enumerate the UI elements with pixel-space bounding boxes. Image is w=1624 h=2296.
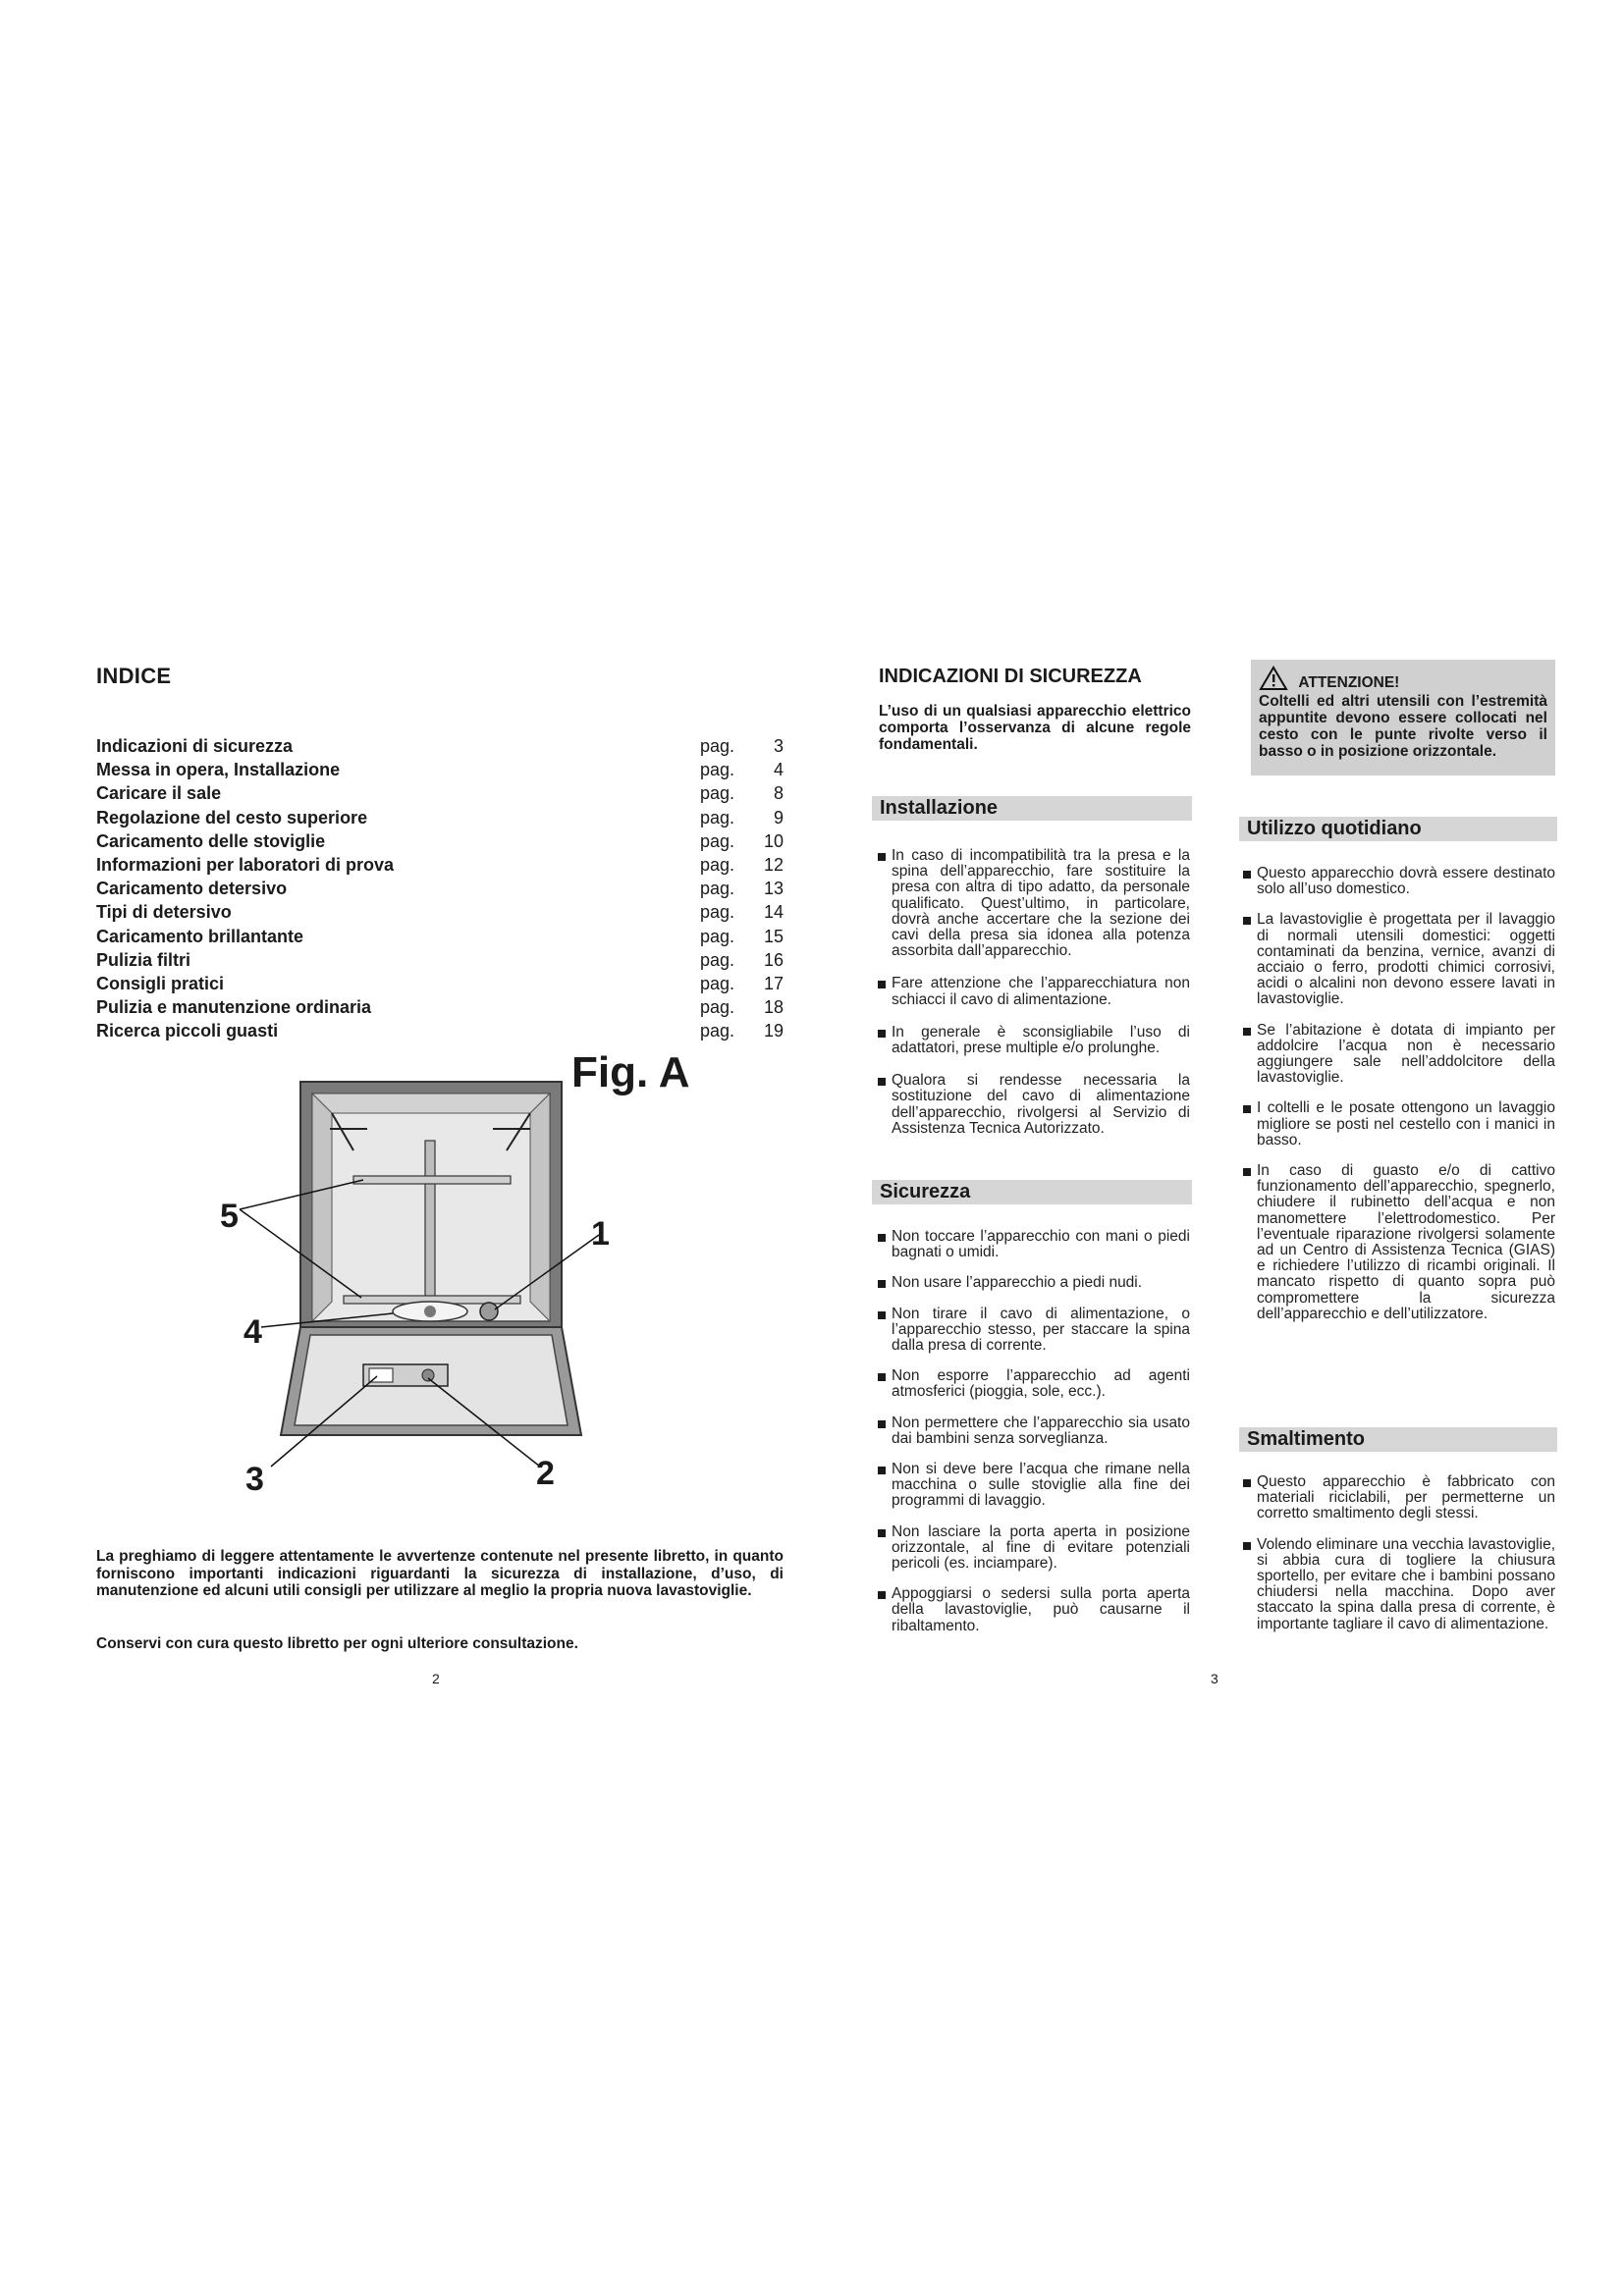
toc-row xyxy=(96,734,784,758)
toc-row xyxy=(96,781,784,805)
safety-intro: L’uso di un qualsiasi apparecchio elettrico comporta l’osservanza di alcune regole fondamentali. xyxy=(879,703,1191,753)
dishwasher-illustration xyxy=(196,1070,707,1522)
toc-row xyxy=(96,948,784,972)
callout-4: 4 xyxy=(244,1313,262,1351)
callout-1: 1 xyxy=(591,1215,610,1253)
dishwasher-figure xyxy=(196,1070,707,1526)
list-item: Non esporre l’apparecchio ad agenti atmosferici (pioggia, sole, ecc.). xyxy=(878,1368,1190,1400)
toc-entry-title: Pulizia e manutenzione ordinaria xyxy=(96,997,372,1018)
installazione-heading: Installazione xyxy=(872,796,1192,821)
utilizzo-heading: Utilizzo quotidiano xyxy=(1239,817,1557,841)
utilizzo-list xyxy=(1243,866,1555,1322)
list-item: Non toccare l’apparecchio con mani o piedi bagnati o umidi. xyxy=(878,1229,1190,1260)
list-item: Non si deve bere l’acqua che rimane nella macchina o sulle stoviglie alla fine dei programmi di lavaggio. xyxy=(878,1462,1190,1510)
list-item: Volendo eliminare una vecchia lavastoviglie, si abbia cura di togliere la chiusura sportello, per evitare che i bambini possano chiudersi nella macchina. Dopo aver staccato la spina dalla presa di corrente, è importante tagliare il cavo di alimentazione. xyxy=(1243,1537,1555,1632)
sicurezza-heading: Sicurezza xyxy=(872,1180,1192,1204)
list-item: La lavastoviglie è progettata per il lavaggio di normali utensili domestici: oggetti contaminati da benzina, vernice, avanzi di acciaio o ferro, prodotti chimici corrosivi, acidi o alcalini non devono essere lavati in lavastoviglie. xyxy=(1243,912,1555,1007)
toc-entry-pag: pag. xyxy=(700,736,735,756)
toc-entry-page: 14 xyxy=(763,902,784,923)
toc-entry-page: 17 xyxy=(763,973,784,993)
toc-entry-pag: pag. xyxy=(700,879,735,899)
toc-entry-page: 9 xyxy=(773,807,784,828)
toc-entry-page: 12 xyxy=(763,854,784,875)
toc-entry-page: 3 xyxy=(773,736,784,756)
list-item: Non lasciare la porta aperta in posizione orizzontale, al fine di evitare potenziali pericoli (es. inciampare). xyxy=(878,1524,1190,1573)
toc-row xyxy=(96,1019,784,1042)
callout-5: 5 xyxy=(220,1198,239,1235)
smaltimento-list xyxy=(1243,1474,1555,1632)
sicurezza-list xyxy=(878,1229,1190,1634)
safety-title: INDICAZIONI DI SICUREZZA xyxy=(879,666,1142,687)
list-item: In caso di incompatibilità tra la presa e la spina dell’apparecchio, fare sostituire la presa con altra di tipo adatto, da personale qualificato. Quest’ultimo, in particolare, dovrà anche accertare che la sezione dei cavi della presa sia idonea alla potenza assorbita dall’apparecchio. xyxy=(878,848,1190,959)
toc-row xyxy=(96,806,784,829)
list-item: Questo apparecchio dovrà essere destinato solo all’uso domestico. xyxy=(1243,866,1555,897)
toc-entry-title: Messa in opera, Installazione xyxy=(96,760,341,780)
toc-entry-page: 10 xyxy=(763,830,784,851)
toc-entry-page: 4 xyxy=(773,760,784,780)
list-item: Questo apparecchio è fabbricato con materiali riciclabili, per permetterne un corretto smaltimento degli stessi. xyxy=(1243,1474,1555,1522)
toc-entry-title: Caricamento delle stoviglie xyxy=(96,830,326,851)
toc-entry-title: Consigli pratici xyxy=(96,973,225,993)
toc-entry-pag: pag. xyxy=(700,807,735,828)
page-number-left: 2 xyxy=(432,1671,440,1686)
toc-entry-title: Pulizia filtri xyxy=(96,949,191,970)
toc-entry-page: 16 xyxy=(763,949,784,970)
toc-entry-pag: pag. xyxy=(700,973,735,993)
list-item: Appoggiarsi o sedersi sulla porta aperta della lavastoviglie, può causarne il ribaltamento. xyxy=(878,1586,1190,1634)
list-item: Fare attenzione che l’apparecchiatura non schiacci il cavo di alimentazione. xyxy=(878,976,1190,1007)
toc-entry-page: 8 xyxy=(773,783,784,804)
attenzione-heading: ATTENZIONE! xyxy=(1298,674,1400,691)
toc-entry-pag: pag. xyxy=(700,760,735,780)
toc-entry-title: Regolazione del cesto superiore xyxy=(96,807,368,828)
list-item: Se l’abitazione è dotata di impianto per addolcire l’acqua non è necessario aggiungere sale nell’addolcitore della lavastoviglie. xyxy=(1243,1023,1555,1087)
toc-row xyxy=(96,877,784,900)
toc-entry-title: Informazioni per laboratori di prova xyxy=(96,854,395,875)
toc-entry-page: 15 xyxy=(763,926,784,946)
list-item: Non tirare il cavo di alimentazione, o l’apparecchio stesso, per staccare la spina dalla presa di corrente. xyxy=(878,1307,1190,1355)
attenzione-box xyxy=(1251,660,1555,775)
toc-row xyxy=(96,995,784,1019)
smaltimento-heading: Smaltimento xyxy=(1239,1427,1557,1452)
list-item: Qualora si rendesse necessaria la sostituzione del cavo di alimentazione dell’apparecchio, rivolgersi al Servizio di Assistenza Tecnica Autorizzato. xyxy=(878,1073,1190,1137)
installazione-list xyxy=(878,848,1190,1137)
page-number-right: 3 xyxy=(1211,1671,1218,1686)
toc-entry-pag: pag. xyxy=(700,902,735,923)
toc-entry-pag: pag. xyxy=(700,854,735,875)
toc-entry-page: 13 xyxy=(763,879,784,899)
toc-entry-page: 18 xyxy=(763,997,784,1018)
list-item: I coltelli e le posate ottengono un lavaggio migliore se posti nel cestello con i manici in basso. xyxy=(1243,1100,1555,1148)
toc-row xyxy=(96,829,784,853)
toc-row xyxy=(96,758,784,781)
toc-row xyxy=(96,900,784,924)
toc-entry-page: 19 xyxy=(763,1021,784,1041)
toc-entry-title: Caricare il sale xyxy=(96,783,222,804)
toc-entry-title: Ricerca piccoli guasti xyxy=(96,1021,279,1041)
callout-2: 2 xyxy=(536,1455,555,1492)
list-item: Non usare l’apparecchio a piedi nudi. xyxy=(878,1275,1190,1291)
list-item: Non permettere che l’apparecchio sia usato dai bambini senza sorveglianza. xyxy=(878,1415,1190,1447)
toc-row xyxy=(96,925,784,948)
list-item: In generale è sconsigliabile l’uso di adattatori, prese multiple e/o prolunghe. xyxy=(878,1025,1190,1056)
toc-entry-pag: pag. xyxy=(700,949,735,970)
list-item: In caso di guasto e/o di cattivo funzionamento dell’apparecchio, spegnerlo, chiudere il rubinetto dell’acqua e non manomettere l’elettrodomestico. Per l’eventuale riparazione rivolgersi solamente ad un Centro di Assistenza Tecnica (GIAS) e richiedere l’utilizzo di ricambi originali. Il mancato rispetto di quanto sopra può compromettere la sicurezza dell’apparecchio e dell’utilizzatore. xyxy=(1243,1163,1555,1322)
toc-entry-title: Indicazioni di sicurezza xyxy=(96,736,294,756)
toc-entry-pag: pag. xyxy=(700,997,735,1018)
callout-3: 3 xyxy=(245,1461,264,1498)
toc-entry-pag: pag. xyxy=(700,783,735,804)
keep-note: Conservi con cura questo libretto per ogni ulteriore consultazione. xyxy=(96,1635,578,1652)
toc-entry-pag: pag. xyxy=(700,926,735,946)
figure-label: Fig. A xyxy=(571,1048,690,1096)
warning-icon xyxy=(1259,666,1288,691)
toc-row xyxy=(96,972,784,995)
toc-entry-title: Caricamento detersivo xyxy=(96,879,288,899)
toc-entry-title: Caricamento brillantante xyxy=(96,926,304,946)
intro-paragraph: La preghiamo di leggere attentamente le avvertenze contenute nel presente libretto, in quanto forniscono importanti indicazioni riguardanti la sicurezza di installazione, d’uso, di manutenzione ed alcuni utili consigli per utilizzare al meglio la propria nuova lavastoviglie. xyxy=(96,1548,784,1599)
toc-entry-pag: pag. xyxy=(700,1021,735,1041)
toc-entry-pag: pag. xyxy=(700,830,735,851)
attenzione-header xyxy=(1259,666,1547,693)
table-of-contents xyxy=(96,734,784,1042)
toc-entry-title: Tipi di detersivo xyxy=(96,902,232,923)
toc-row xyxy=(96,853,784,877)
attenzione-text: Coltelli ed altri utensili con l’estremità appuntite devono essere collocati nel cesto con le punte rivolte verso il basso o in posizione orizzontale. xyxy=(1259,693,1547,760)
index-title: INDICE xyxy=(96,664,172,688)
